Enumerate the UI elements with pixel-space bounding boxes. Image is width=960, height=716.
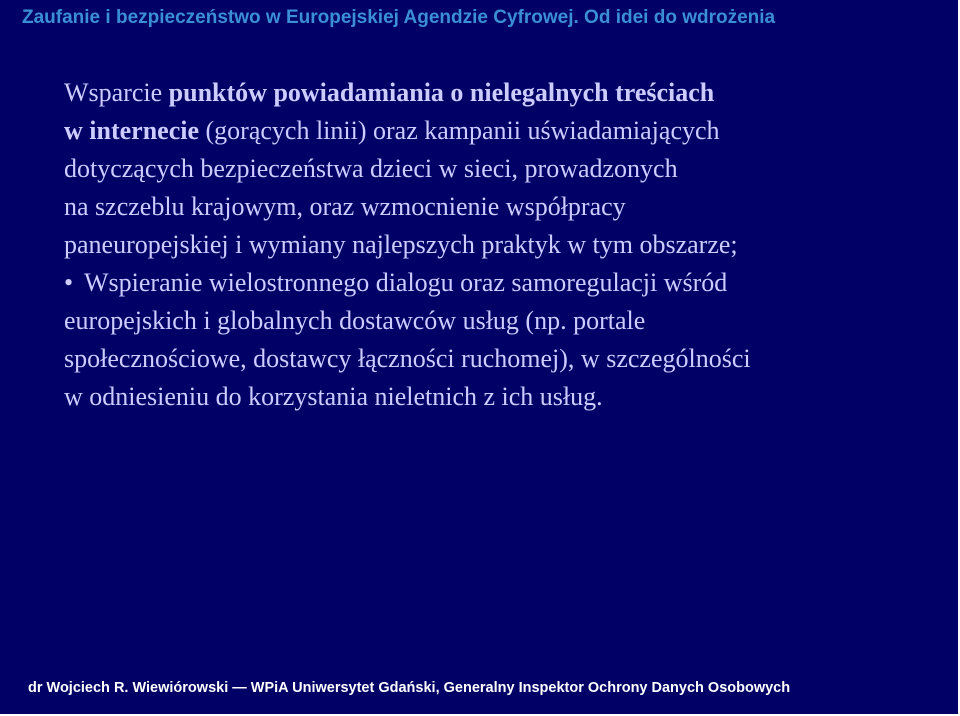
bullet-icon: • bbox=[64, 268, 74, 297]
text-normal: Wsparcie bbox=[64, 78, 169, 107]
text-bold: w internecie bbox=[64, 116, 200, 145]
paragraph-1-line-1 bbox=[64, 74, 944, 112]
slide-content bbox=[64, 74, 944, 416]
paragraph-1-line-5: paneuropejskiej i wymiany najlepszych praktyk w tym obszarze; bbox=[64, 230, 738, 259]
header-title-subtitle: Od idei do wdrożenia bbox=[578, 7, 776, 28]
paragraph-2-line-1 bbox=[64, 264, 944, 302]
paragraph-1-line-2 bbox=[64, 112, 944, 150]
header-title-main: Zaufanie i bezpieczeństwo w Europejskiej Agendzie Cyfrowej. bbox=[22, 7, 579, 28]
paragraph-2-line-2: europejskich i globalnych dostawców usług (np. portale bbox=[64, 306, 646, 335]
paragraph-2-line-3: społecznościowe, dostawcy łączności ruchomej), w szczególności bbox=[64, 344, 751, 373]
paragraph-1-line-3: dotyczących bezpieczeństwa dzieci w sieci, prowadzonych bbox=[64, 154, 678, 183]
paragraph-2-line-4: w odniesieniu do korzystania nieletnich z ich usług. bbox=[64, 382, 603, 411]
slide-footer: dr Wojciech R. Wiewiórowski — WPiA Uniwersytet Gdański, Generalny Inspektor Ochrony Danych Osobowych bbox=[28, 680, 791, 696]
text-normal: (gorących linii) oraz kampanii uświadamiających bbox=[199, 116, 720, 145]
paragraph-1-line-4: na szczeblu krajowym, oraz wzmocnienie współpracy bbox=[64, 192, 626, 221]
text-bold: punktów powiadamiania o nielegalnych treściach bbox=[168, 78, 715, 107]
text-normal: Wspieranie wielostronnego dialogu oraz samoregulacji wśród bbox=[84, 268, 728, 297]
slide-header bbox=[22, 7, 775, 29]
